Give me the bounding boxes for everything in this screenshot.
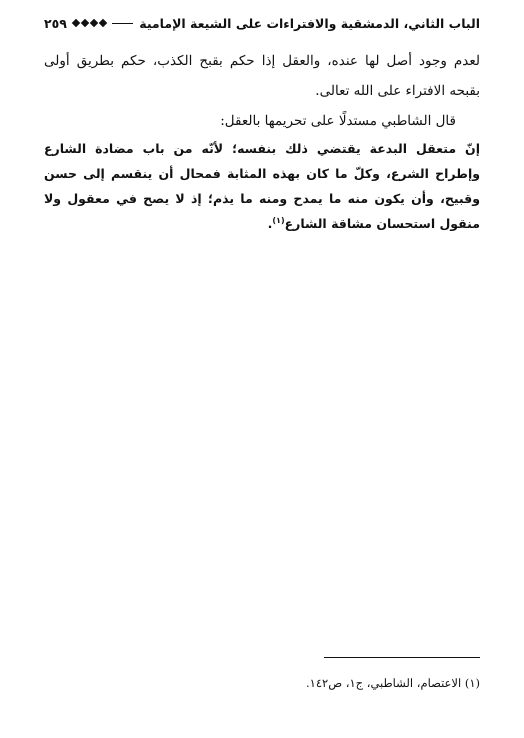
running-header — [44, 12, 480, 34]
header-ornament — [73, 20, 106, 26]
footnote-separator — [324, 657, 480, 658]
footnote-ref[interactable]: (١) — [272, 215, 285, 225]
header-title: الباب الثاني، الدمشقية والافتراءات على الشيعة الإمامية — [139, 15, 480, 31]
quote-end: . — [267, 216, 273, 231]
paragraph: لعدم وجود أصل لها عنده، والعقل إذا حكم بقبح الكذب، حكم بطريق أولى بقبحه الافتراء على الله تعالى. — [44, 53, 480, 99]
diamond-ornament-icon — [99, 19, 107, 27]
paragraph: قال الشاطبي مستدلًا على تحريمها بالعقل: — [220, 113, 456, 129]
diamond-ornament-icon — [90, 19, 98, 27]
footnote: (١) الاعتصام، الشاطبي، ج١، ص١٤٢. — [306, 676, 480, 690]
quote-text: إنّ متعقل البدعة يقتضي ذلك بنفسه؛ لأنّه من باب مضادة الشارع وإطراح الشرع، وكلّ ما كان بهذه المثابة فمحال أن ينقسم إلى حسن وقبيح، وأن يكون منه ما يمدح ومنه ما يذم؛ إذ لا يصح في معقول ولا منقول استحسان مشاقة الشارع — [44, 141, 480, 231]
page-number: ٢٥٩ — [44, 15, 67, 31]
diamond-ornament-icon — [72, 19, 80, 27]
diamond-ornament-icon — [81, 19, 89, 27]
header-rule — [112, 23, 133, 24]
block-quote — [44, 136, 480, 236]
body-text — [44, 46, 480, 236]
